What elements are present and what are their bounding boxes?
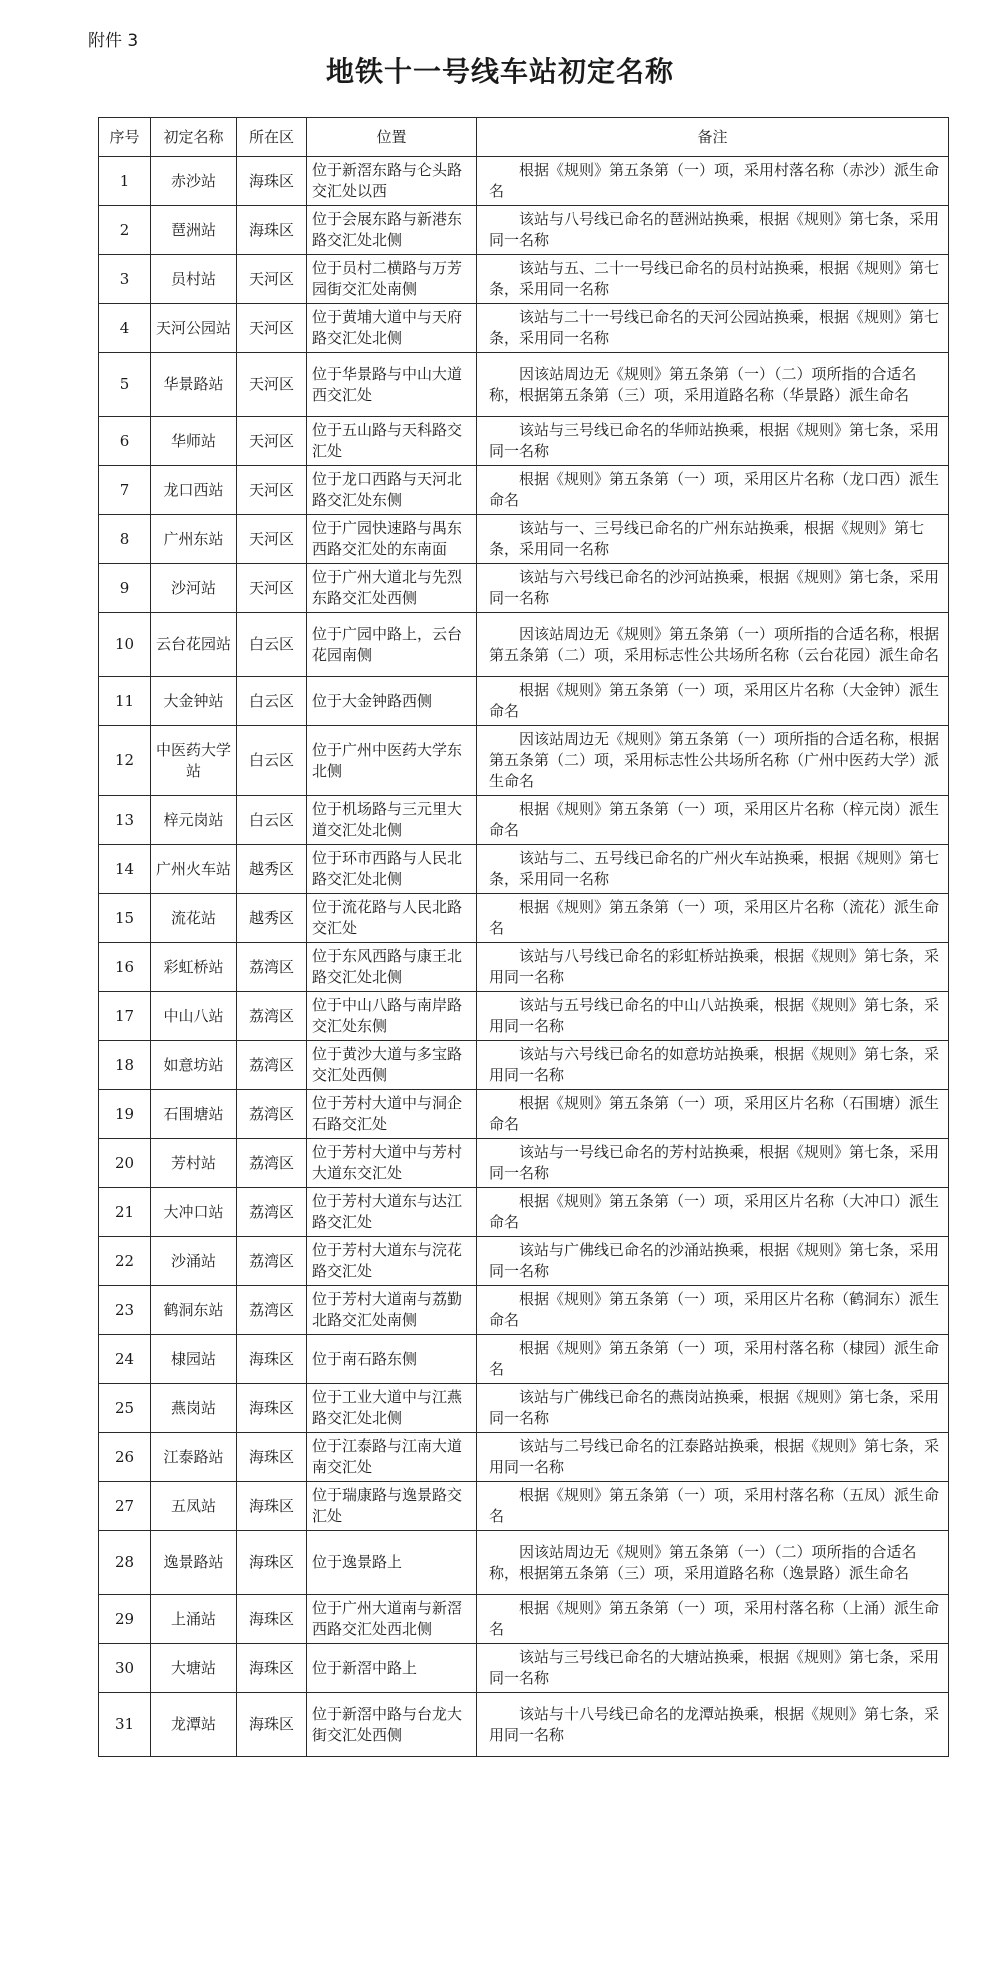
cell-location: 位于大金钟路西侧 xyxy=(307,677,477,726)
cell-note: 根据《规则》第五条第（一）项，采用区片名称（龙口西）派生命名 xyxy=(477,466,949,515)
cell-note: 该站与二、五号线已命名的广州火车站换乘，根据《规则》第七条，采用同一名称 xyxy=(477,845,949,894)
cell-station-name: 天河公园站 xyxy=(151,304,237,353)
table-row xyxy=(99,943,949,992)
table-row xyxy=(99,304,949,353)
cell-location: 位于江泰路与江南大道南交汇处 xyxy=(307,1433,477,1482)
cell-location: 位于芳村大道中与芳村大道东交汇处 xyxy=(307,1139,477,1188)
cell-no: 10 xyxy=(99,613,151,677)
cell-no: 20 xyxy=(99,1139,151,1188)
cell-no: 16 xyxy=(99,943,151,992)
cell-station-name: 芳村站 xyxy=(151,1139,237,1188)
cell-district: 海珠区 xyxy=(237,206,307,255)
cell-no: 26 xyxy=(99,1433,151,1482)
cell-station-name: 龙口西站 xyxy=(151,466,237,515)
cell-district: 荔湾区 xyxy=(237,1041,307,1090)
cell-note: 该站与六号线已命名的如意坊站换乘，根据《规则》第七条，采用同一名称 xyxy=(477,1041,949,1090)
cell-station-name: 彩虹桥站 xyxy=(151,943,237,992)
attachment-label: 附件 3 xyxy=(88,31,139,51)
table-row xyxy=(99,1237,949,1286)
cell-location: 位于新滘中路与台龙大街交汇处西侧 xyxy=(307,1693,477,1757)
table-row xyxy=(99,1433,949,1482)
cell-district: 荔湾区 xyxy=(237,1188,307,1237)
table-row xyxy=(99,1644,949,1693)
cell-district: 白云区 xyxy=(237,677,307,726)
cell-location: 位于五山路与天科路交汇处 xyxy=(307,417,477,466)
cell-note: 根据《规则》第五条第（一）项，采用村落名称（赤沙）派生命名 xyxy=(477,157,949,206)
cell-location: 位于芳村大道东与达江路交汇处 xyxy=(307,1188,477,1237)
table-row xyxy=(99,564,949,613)
cell-location: 位于新滘东路与仑头路交汇处以西 xyxy=(307,157,477,206)
cell-location: 位于广园快速路与禺东西路交汇处的东南面 xyxy=(307,515,477,564)
table-row xyxy=(99,992,949,1041)
table-row xyxy=(99,206,949,255)
cell-no: 14 xyxy=(99,845,151,894)
cell-station-name: 华师站 xyxy=(151,417,237,466)
cell-no: 22 xyxy=(99,1237,151,1286)
cell-location: 位于员村二横路与万芳园街交汇处南侧 xyxy=(307,255,477,304)
cell-note: 该站与五、二十一号线已命名的员村站换乘，根据《规则》第七条，采用同一名称 xyxy=(477,255,949,304)
cell-station-name: 如意坊站 xyxy=(151,1041,237,1090)
cell-note: 因该站周边无《规则》第五条第（一）项所指的合适名称，根据第五条第（二）项，采用标志性公共场所名称（广州中医药大学）派生命名 xyxy=(477,726,949,796)
table-row xyxy=(99,1595,949,1644)
header-name: 初定名称 xyxy=(151,118,237,157)
station-name-table xyxy=(98,117,949,1757)
cell-station-name: 赤沙站 xyxy=(151,157,237,206)
cell-location: 位于会展东路与新港东路交汇处北侧 xyxy=(307,206,477,255)
cell-district: 海珠区 xyxy=(237,157,307,206)
cell-station-name: 沙涌站 xyxy=(151,1237,237,1286)
cell-station-name: 江泰路站 xyxy=(151,1433,237,1482)
cell-station-name: 中山八站 xyxy=(151,992,237,1041)
cell-no: 15 xyxy=(99,894,151,943)
cell-note: 该站与二十一号线已命名的天河公园站换乘，根据《规则》第七条，采用同一名称 xyxy=(477,304,949,353)
cell-location: 位于广州大道南与新滘西路交汇处西北侧 xyxy=(307,1595,477,1644)
cell-district: 天河区 xyxy=(237,515,307,564)
cell-station-name: 五凤站 xyxy=(151,1482,237,1531)
cell-note: 该站与三号线已命名的华师站换乘，根据《规则》第七条，采用同一名称 xyxy=(477,417,949,466)
cell-no: 30 xyxy=(99,1644,151,1693)
cell-location: 位于南石路东侧 xyxy=(307,1335,477,1384)
cell-station-name: 石围塘站 xyxy=(151,1090,237,1139)
cell-no: 9 xyxy=(99,564,151,613)
cell-note: 该站与三号线已命名的大塘站换乘，根据《规则》第七条，采用同一名称 xyxy=(477,1644,949,1693)
cell-no: 21 xyxy=(99,1188,151,1237)
cell-note: 根据《规则》第五条第（一）项，采用区片名称（流花）派生命名 xyxy=(477,894,949,943)
cell-no: 31 xyxy=(99,1693,151,1757)
cell-district: 海珠区 xyxy=(237,1433,307,1482)
cell-district: 越秀区 xyxy=(237,845,307,894)
cell-no: 23 xyxy=(99,1286,151,1335)
cell-station-name: 沙河站 xyxy=(151,564,237,613)
cell-district: 荔湾区 xyxy=(237,1286,307,1335)
cell-no: 7 xyxy=(99,466,151,515)
cell-location: 位于环市西路与人民北路交汇处北侧 xyxy=(307,845,477,894)
table-row xyxy=(99,613,949,677)
table-row xyxy=(99,515,949,564)
table-row xyxy=(99,1531,949,1595)
cell-note: 根据《规则》第五条第（一）项，采用区片名称（大金钟）派生命名 xyxy=(477,677,949,726)
cell-note: 该站与八号线已命名的琶洲站换乘，根据《规则》第七条，采用同一名称 xyxy=(477,206,949,255)
cell-location: 位于广园中路上，云台花园南侧 xyxy=(307,613,477,677)
cell-no: 19 xyxy=(99,1090,151,1139)
cell-station-name: 大冲口站 xyxy=(151,1188,237,1237)
cell-district: 海珠区 xyxy=(237,1531,307,1595)
cell-station-name: 梓元岗站 xyxy=(151,796,237,845)
cell-district: 荔湾区 xyxy=(237,992,307,1041)
table-row xyxy=(99,1286,949,1335)
cell-district: 荔湾区 xyxy=(237,1139,307,1188)
cell-location: 位于广州大道北与先烈东路交汇处西侧 xyxy=(307,564,477,613)
table-row xyxy=(99,894,949,943)
cell-location: 位于黄埔大道中与天府路交汇处北侧 xyxy=(307,304,477,353)
cell-location: 位于芳村大道南与荔勤北路交汇处南侧 xyxy=(307,1286,477,1335)
cell-note: 该站与六号线已命名的沙河站换乘，根据《规则》第七条，采用同一名称 xyxy=(477,564,949,613)
cell-note: 根据《规则》第五条第（一）项，采用区片名称（鹤洞东）派生命名 xyxy=(477,1286,949,1335)
cell-no: 29 xyxy=(99,1595,151,1644)
cell-no: 11 xyxy=(99,677,151,726)
cell-district: 海珠区 xyxy=(237,1644,307,1693)
cell-no: 1 xyxy=(99,157,151,206)
cell-note: 根据《规则》第五条第（一）项，采用区片名称（大冲口）派生命名 xyxy=(477,1188,949,1237)
cell-district: 海珠区 xyxy=(237,1595,307,1644)
cell-no: 28 xyxy=(99,1531,151,1595)
header-location: 位置 xyxy=(307,118,477,157)
table-row xyxy=(99,1335,949,1384)
cell-station-name: 广州东站 xyxy=(151,515,237,564)
cell-note: 根据《规则》第五条第（一）项，采用村落名称（五凤）派生命名 xyxy=(477,1482,949,1531)
table-row xyxy=(99,677,949,726)
cell-location: 位于工业大道中与江燕路交汇处北侧 xyxy=(307,1384,477,1433)
cell-no: 17 xyxy=(99,992,151,1041)
cell-station-name: 逸景路站 xyxy=(151,1531,237,1595)
cell-note: 该站与广佛线已命名的燕岗站换乘，根据《规则》第七条，采用同一名称 xyxy=(477,1384,949,1433)
cell-district: 越秀区 xyxy=(237,894,307,943)
cell-note: 该站与一、三号线已命名的广州东站换乘，根据《规则》第七条，采用同一名称 xyxy=(477,515,949,564)
cell-no: 25 xyxy=(99,1384,151,1433)
cell-station-name: 棣园站 xyxy=(151,1335,237,1384)
table-row xyxy=(99,466,949,515)
cell-no: 6 xyxy=(99,417,151,466)
table-row xyxy=(99,417,949,466)
cell-district: 海珠区 xyxy=(237,1482,307,1531)
cell-district: 荔湾区 xyxy=(237,1237,307,1286)
cell-district: 天河区 xyxy=(237,255,307,304)
header-note: 备注 xyxy=(477,118,949,157)
cell-location: 位于黄沙大道与多宝路交汇处西侧 xyxy=(307,1041,477,1090)
cell-location: 位于流花路与人民北路交汇处 xyxy=(307,894,477,943)
cell-station-name: 上涌站 xyxy=(151,1595,237,1644)
cell-note: 该站与八号线已命名的彩虹桥站换乘，根据《规则》第七条，采用同一名称 xyxy=(477,943,949,992)
cell-station-name: 云台花园站 xyxy=(151,613,237,677)
cell-location: 位于中山八路与南岸路交汇处东侧 xyxy=(307,992,477,1041)
table-row xyxy=(99,353,949,417)
table-row xyxy=(99,726,949,796)
cell-no: 24 xyxy=(99,1335,151,1384)
cell-no: 18 xyxy=(99,1041,151,1090)
cell-location: 位于芳村大道中与洞企石路交汇处 xyxy=(307,1090,477,1139)
cell-location: 位于东风西路与康王北路交汇处北侧 xyxy=(307,943,477,992)
header-district: 所在区 xyxy=(237,118,307,157)
cell-note: 因该站周边无《规则》第五条第（一）（二）项所指的合适名称，根据第五条第（三）项，采用道路名称（逸景路）派生命名 xyxy=(477,1531,949,1595)
cell-location: 位于芳村大道东与浣花路交汇处 xyxy=(307,1237,477,1286)
cell-district: 荔湾区 xyxy=(237,1090,307,1139)
cell-no: 27 xyxy=(99,1482,151,1531)
cell-location: 位于瑞康路与逸景路交汇处 xyxy=(307,1482,477,1531)
cell-district: 白云区 xyxy=(237,613,307,677)
cell-station-name: 流花站 xyxy=(151,894,237,943)
cell-no: 4 xyxy=(99,304,151,353)
cell-note: 根据《规则》第五条第（一）项，采用村落名称（上涌）派生命名 xyxy=(477,1595,949,1644)
cell-district: 天河区 xyxy=(237,417,307,466)
cell-station-name: 燕岗站 xyxy=(151,1384,237,1433)
cell-station-name: 鹤洞东站 xyxy=(151,1286,237,1335)
cell-station-name: 大塘站 xyxy=(151,1644,237,1693)
cell-note: 根据《规则》第五条第（一）项，采用区片名称（梓元岗）派生命名 xyxy=(477,796,949,845)
table-row xyxy=(99,1139,949,1188)
cell-location: 位于龙口西路与天河北路交汇处东侧 xyxy=(307,466,477,515)
cell-location: 位于逸景路上 xyxy=(307,1531,477,1595)
cell-no: 3 xyxy=(99,255,151,304)
cell-note: 该站与广佛线已命名的沙涌站换乘，根据《规则》第七条，采用同一名称 xyxy=(477,1237,949,1286)
table-row xyxy=(99,796,949,845)
cell-station-name: 龙潭站 xyxy=(151,1693,237,1757)
cell-station-name: 中医药大学站 xyxy=(151,726,237,796)
cell-note: 该站与一号线已命名的芳村站换乘，根据《规则》第七条，采用同一名称 xyxy=(477,1139,949,1188)
cell-district: 天河区 xyxy=(237,304,307,353)
cell-district: 海珠区 xyxy=(237,1384,307,1433)
table-row xyxy=(99,1090,949,1139)
table-row xyxy=(99,1384,949,1433)
cell-note: 因该站周边无《规则》第五条第（一）项所指的合适名称，根据第五条第（二）项，采用标志性公共场所名称（云台花园）派生命名 xyxy=(477,613,949,677)
cell-note: 该站与五号线已命名的中山八站换乘，根据《规则》第七条，采用同一名称 xyxy=(477,992,949,1041)
cell-station-name: 广州火车站 xyxy=(151,845,237,894)
cell-district: 天河区 xyxy=(237,353,307,417)
table-body xyxy=(99,157,949,1757)
cell-district: 海珠区 xyxy=(237,1335,307,1384)
table-row xyxy=(99,255,949,304)
table-row xyxy=(99,1188,949,1237)
cell-district: 白云区 xyxy=(237,796,307,845)
page-title: 地铁十一号线车站初定名称 xyxy=(325,55,674,88)
cell-no: 5 xyxy=(99,353,151,417)
table-header-row xyxy=(99,118,949,157)
cell-district: 荔湾区 xyxy=(237,943,307,992)
cell-station-name: 员村站 xyxy=(151,255,237,304)
cell-station-name: 华景路站 xyxy=(151,353,237,417)
table-row xyxy=(99,1693,949,1757)
cell-station-name: 琶洲站 xyxy=(151,206,237,255)
cell-location: 位于新滘中路上 xyxy=(307,1644,477,1693)
cell-district: 海珠区 xyxy=(237,1693,307,1757)
cell-location: 位于机场路与三元里大道交汇处北侧 xyxy=(307,796,477,845)
cell-district: 白云区 xyxy=(237,726,307,796)
cell-no: 12 xyxy=(99,726,151,796)
table-row xyxy=(99,1041,949,1090)
cell-district: 天河区 xyxy=(237,466,307,515)
cell-note: 该站与十八号线已命名的龙潭站换乘，根据《规则》第七条，采用同一名称 xyxy=(477,1693,949,1757)
cell-no: 8 xyxy=(99,515,151,564)
cell-note: 因该站周边无《规则》第五条第（一）（二）项所指的合适名称，根据第五条第（三）项，采用道路名称（华景路）派生命名 xyxy=(477,353,949,417)
cell-no: 2 xyxy=(99,206,151,255)
table-row xyxy=(99,845,949,894)
cell-note: 根据《规则》第五条第（一）项，采用区片名称（石围塘）派生命名 xyxy=(477,1090,949,1139)
cell-location: 位于华景路与中山大道西交汇处 xyxy=(307,353,477,417)
table-row xyxy=(99,157,949,206)
header-no: 序号 xyxy=(99,118,151,157)
cell-location: 位于广州中医药大学东北侧 xyxy=(307,726,477,796)
cell-note: 根据《规则》第五条第（一）项，采用村落名称（棣园）派生命名 xyxy=(477,1335,949,1384)
cell-note: 该站与二号线已命名的江泰路站换乘，根据《规则》第七条，采用同一名称 xyxy=(477,1433,949,1482)
cell-station-name: 大金钟站 xyxy=(151,677,237,726)
table-row xyxy=(99,1482,949,1531)
cell-no: 13 xyxy=(99,796,151,845)
cell-district: 天河区 xyxy=(237,564,307,613)
